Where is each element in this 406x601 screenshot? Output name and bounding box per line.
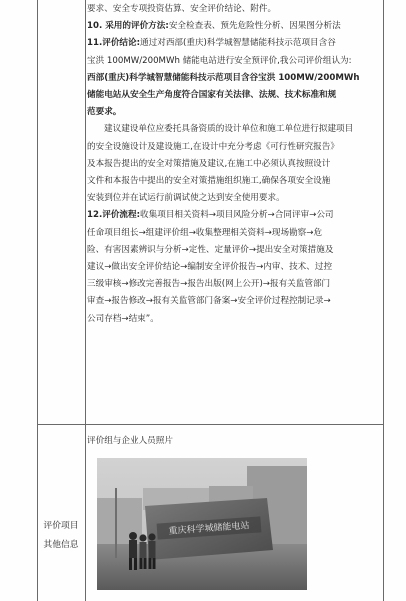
section-12-process [87,207,380,224]
section-11-line: 宝洪 100MW/200MWh 储能电站进行安全预评价,我公司评价组认为: [87,55,352,66]
table-left-border [37,0,38,601]
recommendation-line: 的安全设施设计及建设施工,在设计中充分考虑《可行性研究报告》 [87,141,339,152]
photo-sign-text: 重庆科学城储能电站 [168,521,250,537]
row-label-line: 评价项目 [43,521,79,531]
row-label [38,517,84,555]
report-contents-tail: 要求、安全专项投资估算、安全评价结论、附件。 [87,4,277,14]
team-photo [97,458,307,590]
section-12-line: 三级审核→修改完善报告→报告出版(网上公开)→报有关监管部门 [87,279,331,290]
section-11-heading: 11.评价结论: [87,38,141,49]
recommendation-line: 安装到位并在试运行前调试使之达到安全使用要求。 [87,193,285,204]
section-10-methods [87,18,380,35]
section-10-text: 安全检查表、预先危险性分析、因果图分析法 [168,21,341,32]
section-12-line: 审查→报告修改→报有关监管部门备案→安全评价过程控制记录→ [87,296,331,307]
section-12-heading: 12.评价流程: [87,210,141,221]
row-label-line: 其他信息 [43,540,79,550]
section-11-bold-line: 西部(重庆)科学城智慧储能科技示范项目含谷宝洪 100MW/200MWh [87,72,360,83]
recommendation-line: 及本报告提出的安全对策措施及建议,在施工中必须认真按照设计 [87,158,331,169]
section-11-text: 通过对西部(重庆)科学城智慧储能科技示范项目含谷 [140,38,336,49]
section-12-line: 公司存档→结束”。 [87,313,159,324]
section-12-line: 险、有害因素辨识与分析→定性、定量评价→提出安全对策措施及 [87,244,334,255]
recommendation-line: 建议建设单位应委托具备资质的设计单位和施工单位进行拟建项目 [104,124,354,135]
section-12-line: 建议→做出安全评价结论→编制安全评价报告→内审、技术、过控 [87,262,333,273]
table-column-divider [85,0,86,601]
photo-pole [115,488,117,558]
section-11-bold-line: 范要求。 [87,107,122,118]
section-12-line: 任命项目组长→组建评价组→收集整理相关资料→现场勘察→危 [87,227,323,238]
section-11-conclusion [87,35,380,52]
section-12-text: 收集项目相关资料→项目风险分析→合同评审→公司 [140,210,334,221]
recommendation-line: 文件和本报告中提出的安全对策措施组织施工,确保各项安全设施 [87,176,331,187]
section-10-heading: 10. 采用的评价方法: [87,21,169,32]
table-row-divider [37,424,384,425]
photo-caption: 评价组与企业人员照片 [87,436,173,446]
evaluation-text-block [87,1,380,328]
table-right-border [383,0,384,601]
section-11-bold-line: 储能电站从安全生产角度符合国家有关法律、法规、技术标准和规 [87,90,337,101]
